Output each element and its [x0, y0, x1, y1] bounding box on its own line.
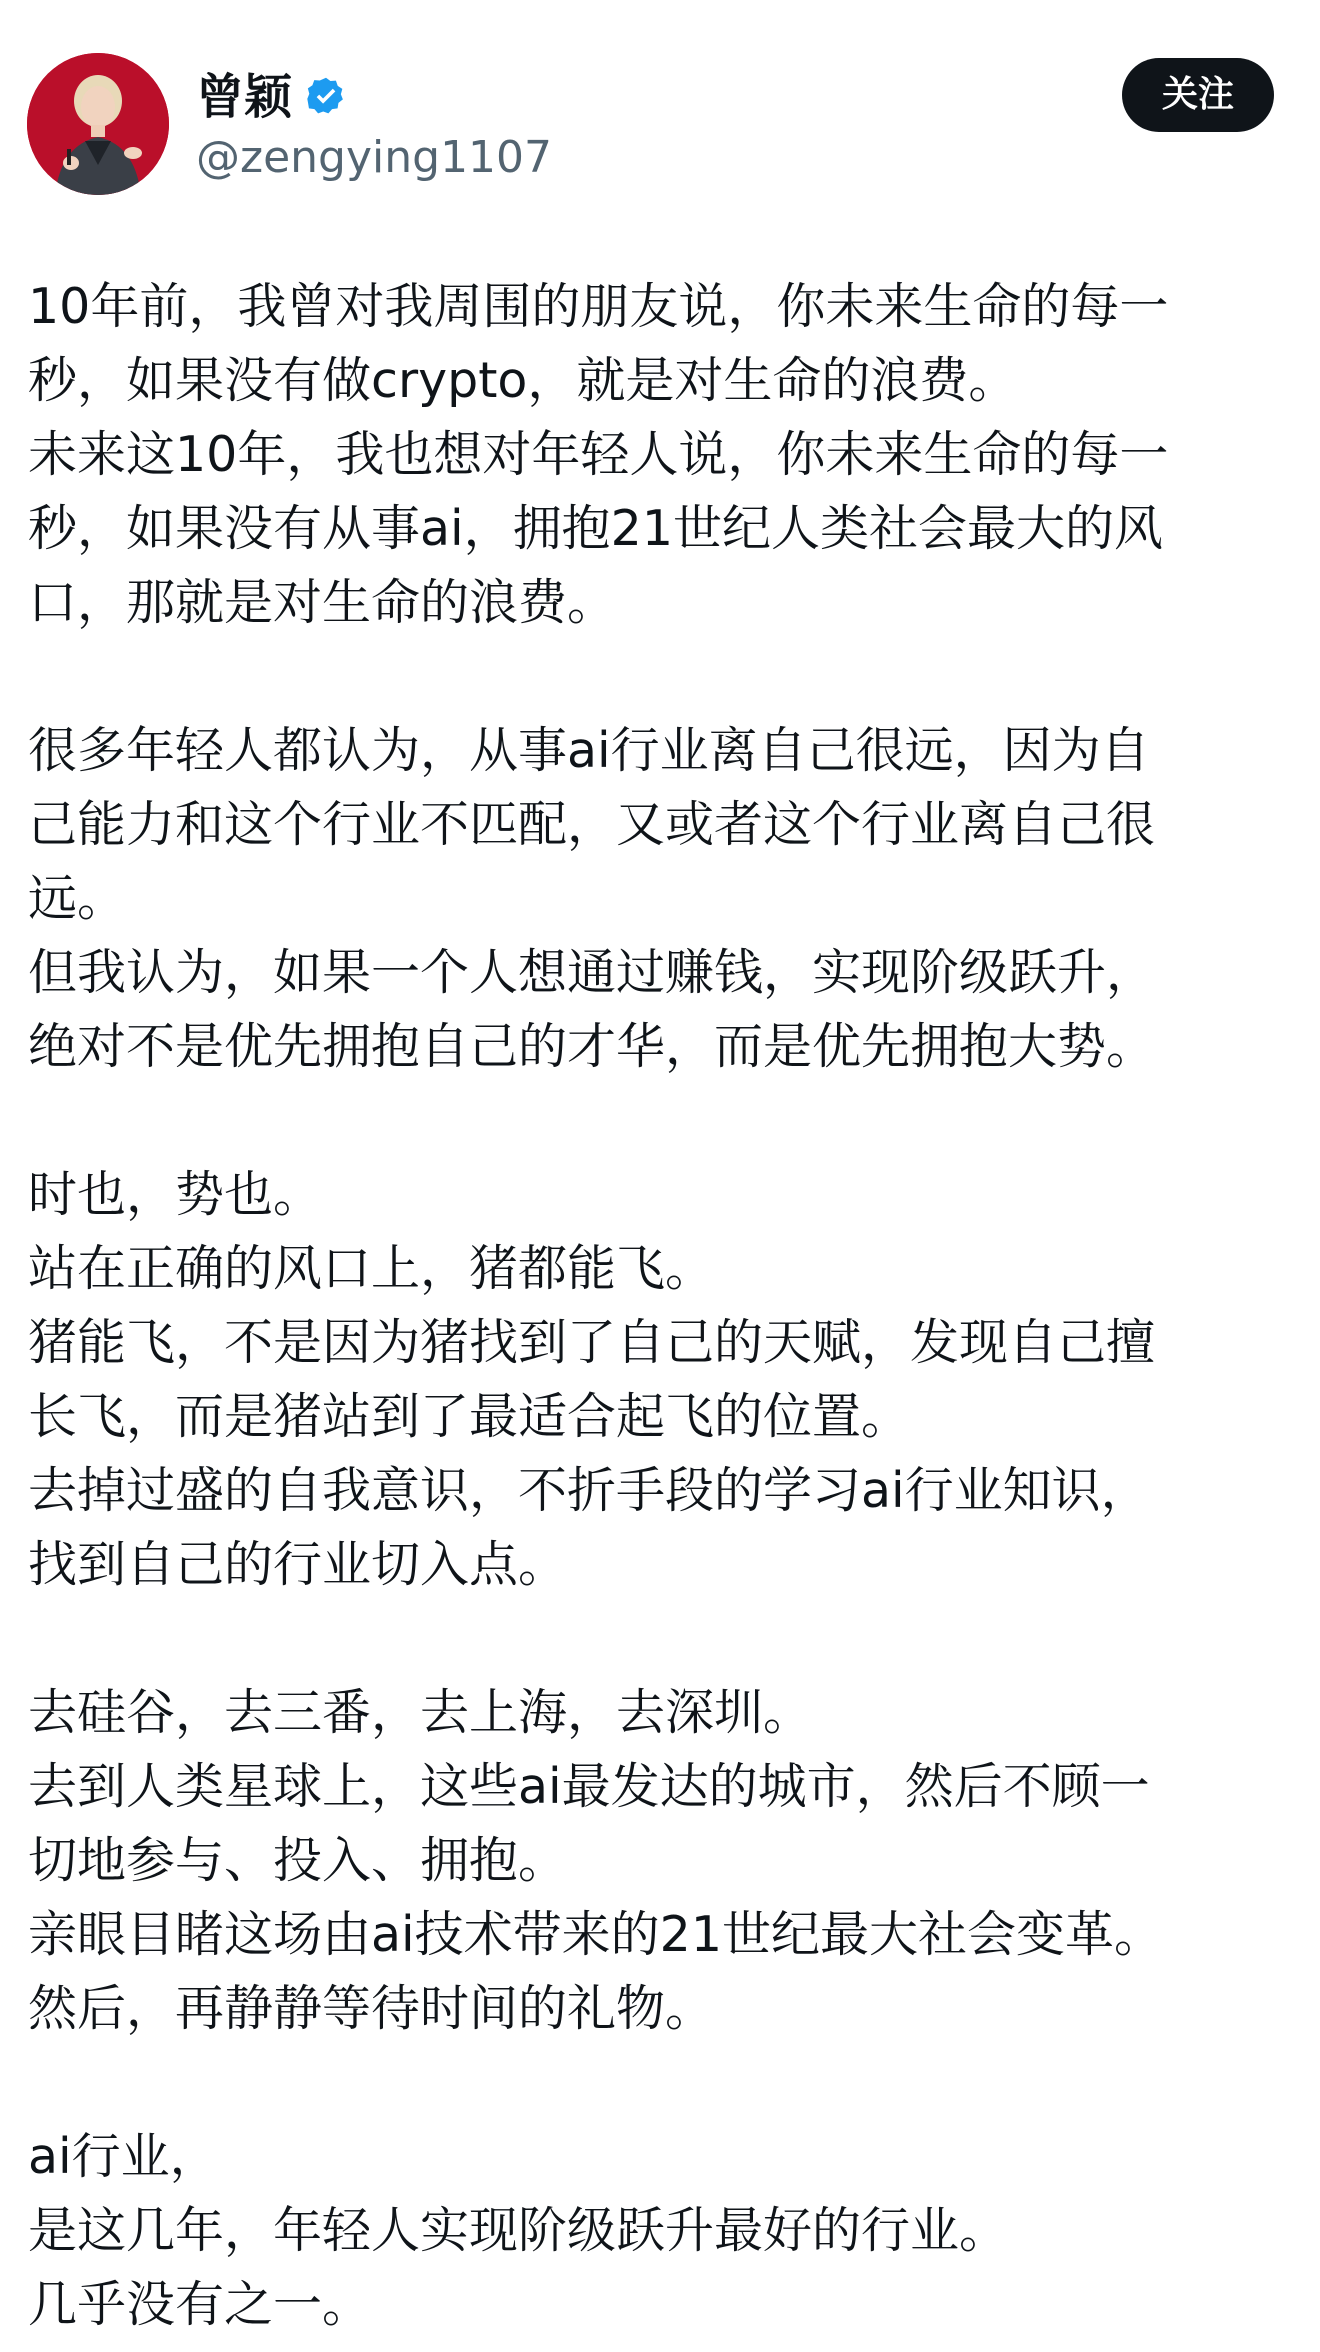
tweet-text-line: 切地参与、投入、拥抱。 — [28, 1832, 568, 1889]
tweet-text-line: 远。 — [28, 870, 127, 927]
tweet-text-line: 很多年轻人都认为，从事ai行业离自己很远，因为自 — [28, 722, 1150, 779]
tweet-text-line: 然后，再静静等待时间的礼物。 — [28, 1980, 715, 2037]
author-handle[interactable]: @zengying1107 — [196, 132, 553, 183]
verified-badge-icon — [304, 75, 348, 119]
tweet-paragraph — [28, 2120, 1298, 2342]
tweet-text-line: 去硅谷，去三番，去上海，去深圳。 — [28, 1684, 813, 1741]
tweet-header — [0, 0, 1320, 230]
tweet-text-line: 是这几年，年轻人实现阶级跃升最好的行业。 — [28, 2202, 1009, 2259]
tweet-text-line: 几乎没有之一。 — [28, 2276, 372, 2333]
tweet-text-line: 亲眼目睹这场由ai技术带来的21世纪最大社会变革。 — [28, 1906, 1163, 1963]
tweet-text-line: 秒，如果没有做crypto，就是对生命的浪费。 — [28, 352, 1018, 409]
avatar-photo — [27, 53, 169, 195]
avatar[interactable] — [27, 53, 169, 195]
tweet-text-line: 站在正确的风口上，猪都能飞。 — [28, 1240, 715, 1297]
tweet-text-line: 10年前，我曾对我周围的朋友说，你未来生命的每一 — [28, 278, 1169, 335]
tweet-text-line: 但我认为，如果一个人想通过赚钱，实现阶级跃升， — [28, 944, 1156, 1001]
tweet-text-line: 找到自己的行业切入点。 — [28, 1536, 568, 1593]
author-name-row — [196, 62, 348, 132]
tweet-paragraph — [28, 1676, 1298, 2046]
tweet-text-line: 未来这10年，我也想对年轻人说，你未来生命的每一 — [28, 426, 1169, 483]
tweet-text-line: 口，那就是对生命的浪费。 — [28, 574, 617, 631]
tweet-text-line: ai行业， — [28, 2128, 219, 2185]
follow-button[interactable]: 关注 — [1122, 58, 1274, 132]
tweet-text-line: 去掉过盛的自我意识，不折手段的学习ai行业知识， — [28, 1462, 1150, 1519]
tweet-text-line: 去到人类星球上，这些ai最发达的城市，然后不顾一 — [28, 1758, 1150, 1815]
tweet-text-line: 猪能飞，不是因为猪找到了自己的天赋，发现自己擅 — [28, 1314, 1156, 1371]
tweet-text — [28, 270, 1298, 2342]
tweet-text-line: 己能力和这个行业不匹配，又或者这个行业离自己很 — [28, 796, 1156, 853]
tweet-text-line: 长飞，而是猪站到了最适合起飞的位置。 — [28, 1388, 911, 1445]
tweet-paragraph — [28, 270, 1298, 640]
tweet-paragraph — [28, 714, 1298, 1084]
tweet-paragraph — [28, 1158, 1298, 1602]
tweet-text-line: 时也，势也。 — [28, 1166, 323, 1223]
tweet-text-line: 秒，如果没有从事ai，拥抱21世纪人类社会最大的风 — [28, 500, 1163, 557]
tweet-text-line: 绝对不是优先拥抱自己的才华，而是优先拥抱大势。 — [28, 1018, 1156, 1075]
author-display-name[interactable]: 曾颖 — [196, 69, 293, 125]
